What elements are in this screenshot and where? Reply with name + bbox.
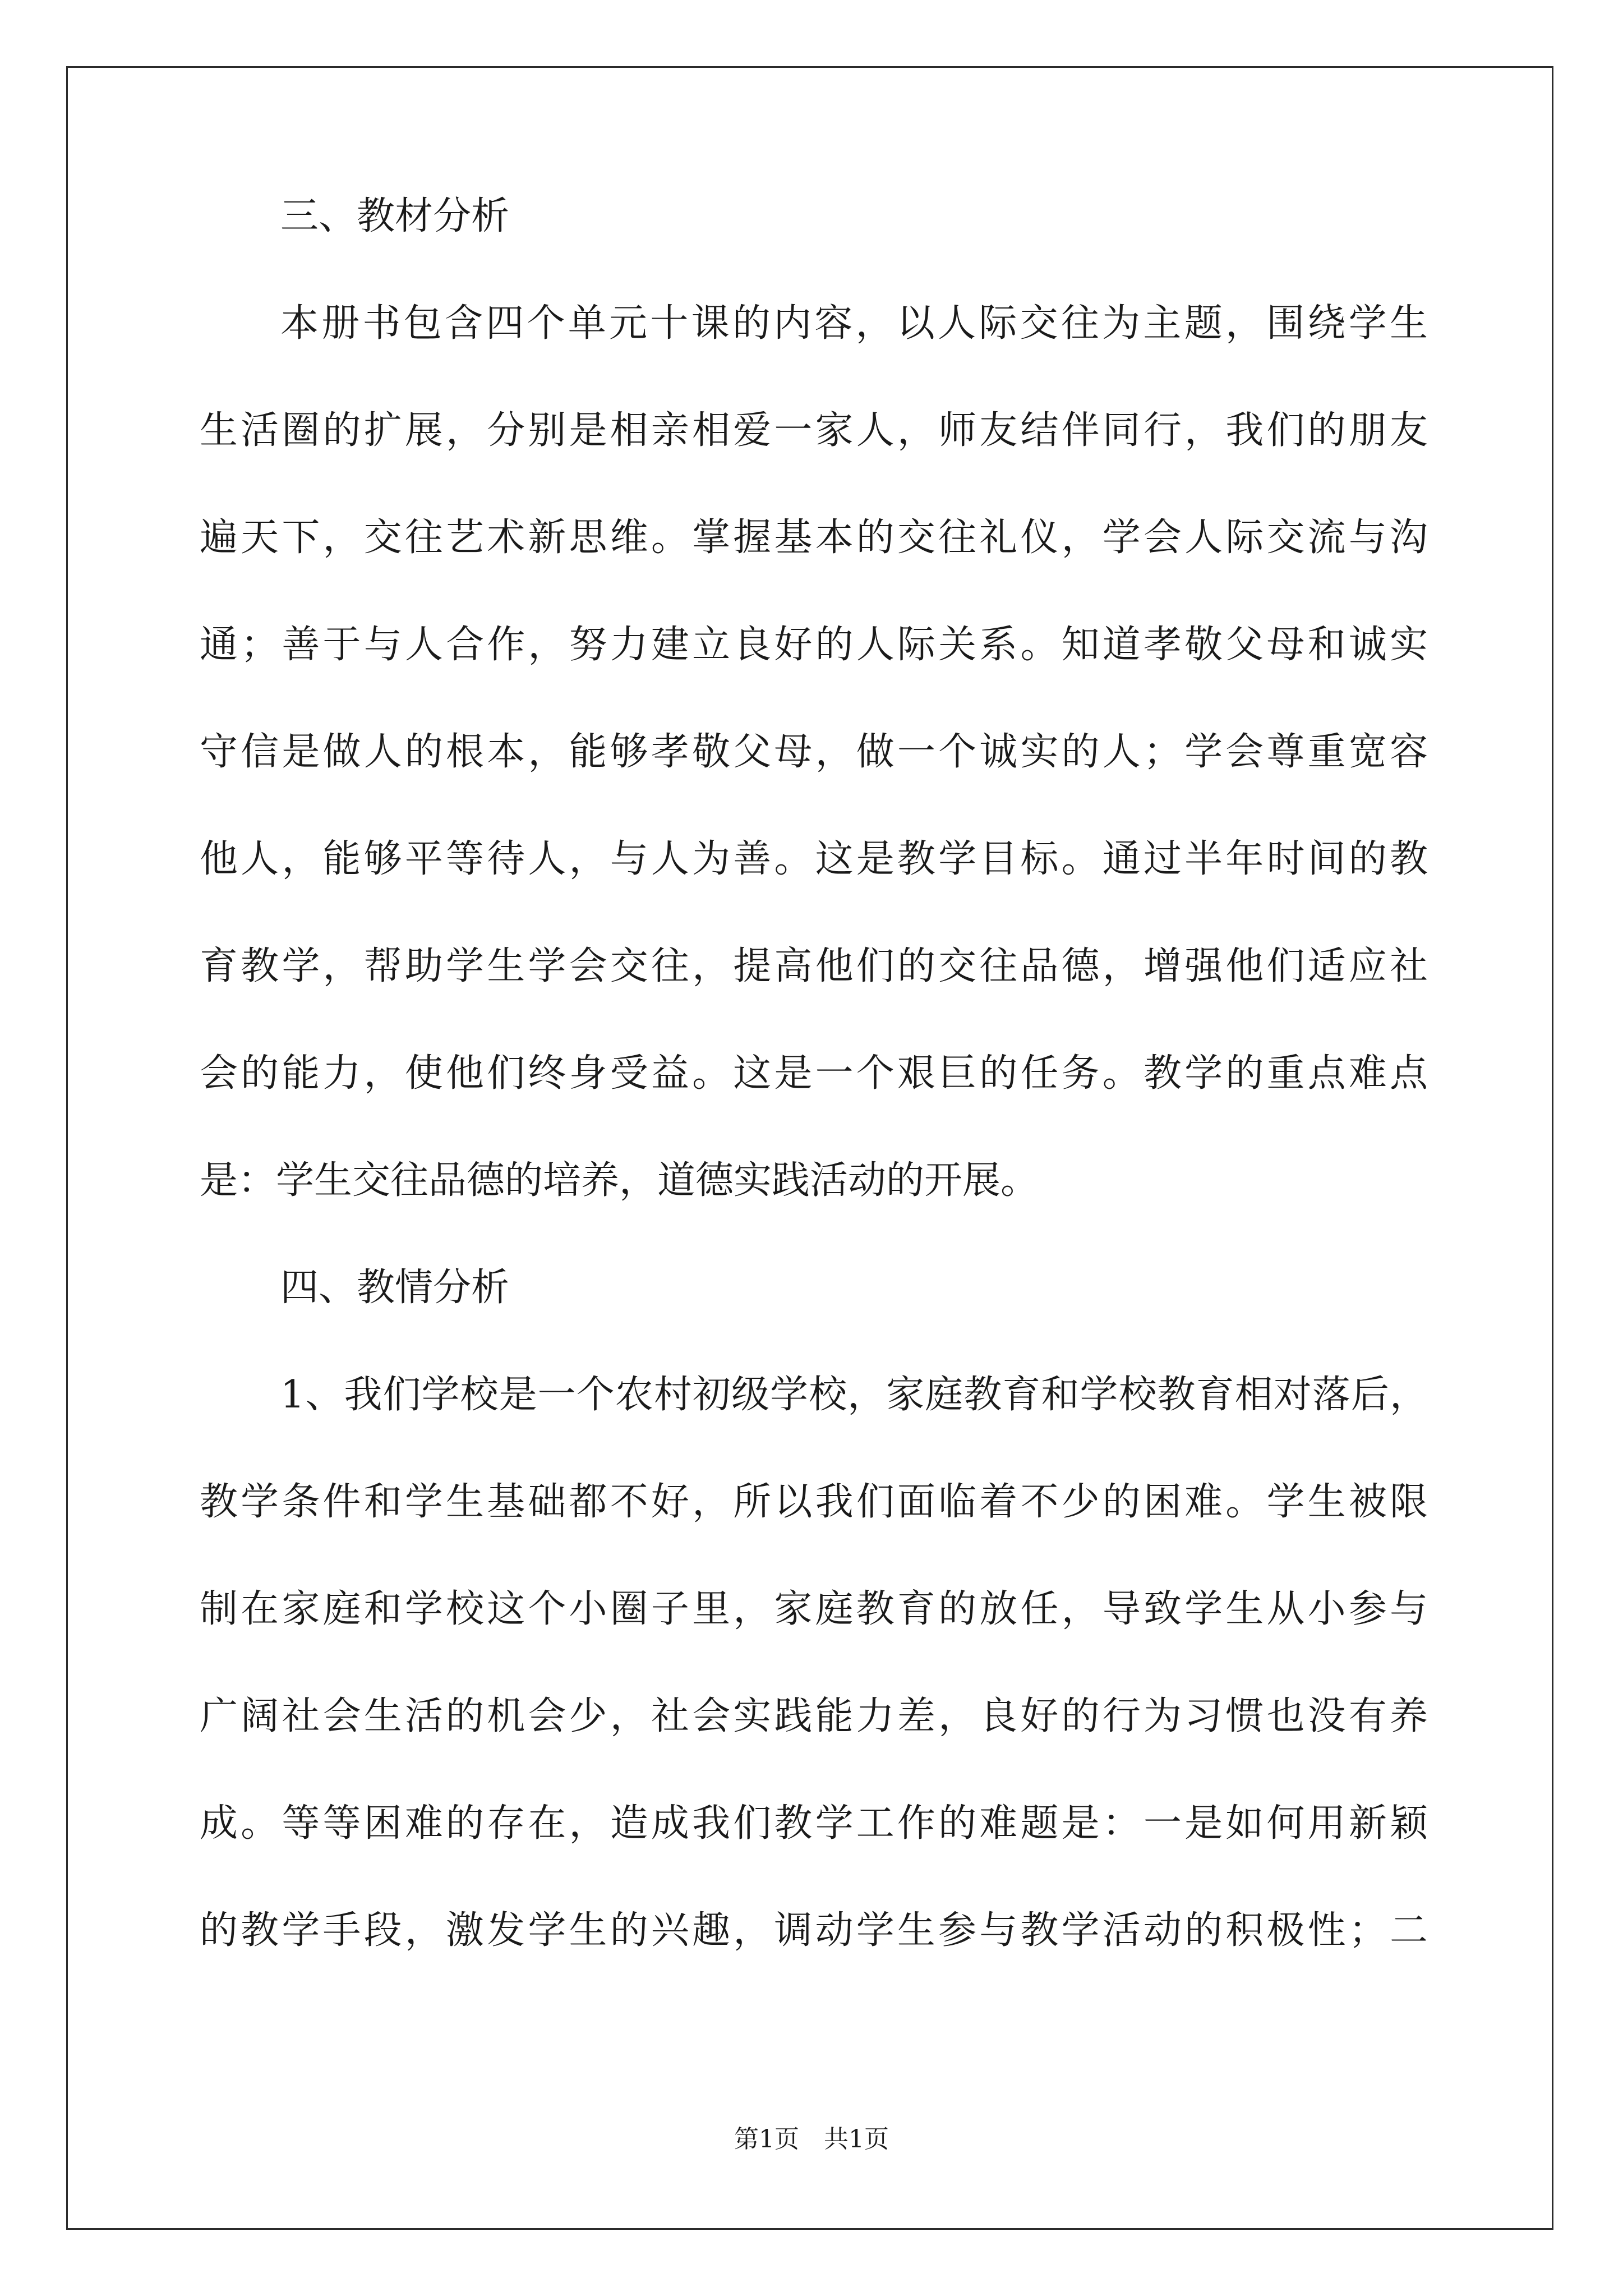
section-heading-textbook-analysis: 三、教材分析 [280, 194, 510, 238]
paragraph-line: 他人，能够平等待人，与人为善。这是教学目标。通过半年时间的教 [200, 837, 1428, 881]
paragraph-line: 的教学手段，激发学生的兴趣，调动学生参与教学活动的积极性；二 [200, 1908, 1428, 1953]
paragraph-line: 制在家庭和学校这个小圈子里，家庭教育的放任，导致学生从小参与 [200, 1587, 1428, 1631]
page-number-footer: 第1页 共1页 [734, 2125, 889, 2154]
paragraph-line: 1、我们学校是一个农村初级学校，家庭教育和学校教育相对落后， [280, 1373, 1428, 1417]
paragraph-line: 本册书包含四个单元十课的内容，以人际交往为主题，围绕学生 [280, 301, 1428, 346]
paragraph-line: 会的能力，使他们终身受益。这是一个艰巨的任务。教学的重点难点 [200, 1051, 1428, 1096]
paragraph-line: 成。等等困难的存在，造成我们教学工作的难题是：一是如何用新颖 [200, 1801, 1428, 1846]
paragraph-line: 遍天下，交往艺术新思维。掌握基本的交往礼仪，学会人际交流与沟 [200, 516, 1428, 560]
paragraph-line: 是：学生交往品德的培养，道德实践活动的开展。 [200, 1158, 1039, 1203]
paragraph-line: 育教学，帮助学生学会交往，提高他们的交往品德，增强他们适应社 [200, 944, 1428, 988]
paragraph-line: 守信是做人的根本，能够孝敬父母，做一个诚实的人；学会尊重宽容 [200, 730, 1428, 774]
section-heading-teaching-analysis: 四、教情分析 [280, 1266, 510, 1310]
paragraph-line: 教学条件和学生基础都不好，所以我们面临着不少的困难。学生被限 [200, 1480, 1428, 1524]
paragraph-line: 生活圈的扩展，分别是相亲相爱一家人，师友结伴同行，我们的朋友 [200, 408, 1428, 453]
paragraph-line: 通；善于与人合作，努力建立良好的人际关系。知道孝敬父母和诚实 [200, 623, 1428, 667]
paragraph-line: 广阔社会生活的机会少，社会实践能力差，良好的行为习惯也没有养 [200, 1694, 1428, 1738]
